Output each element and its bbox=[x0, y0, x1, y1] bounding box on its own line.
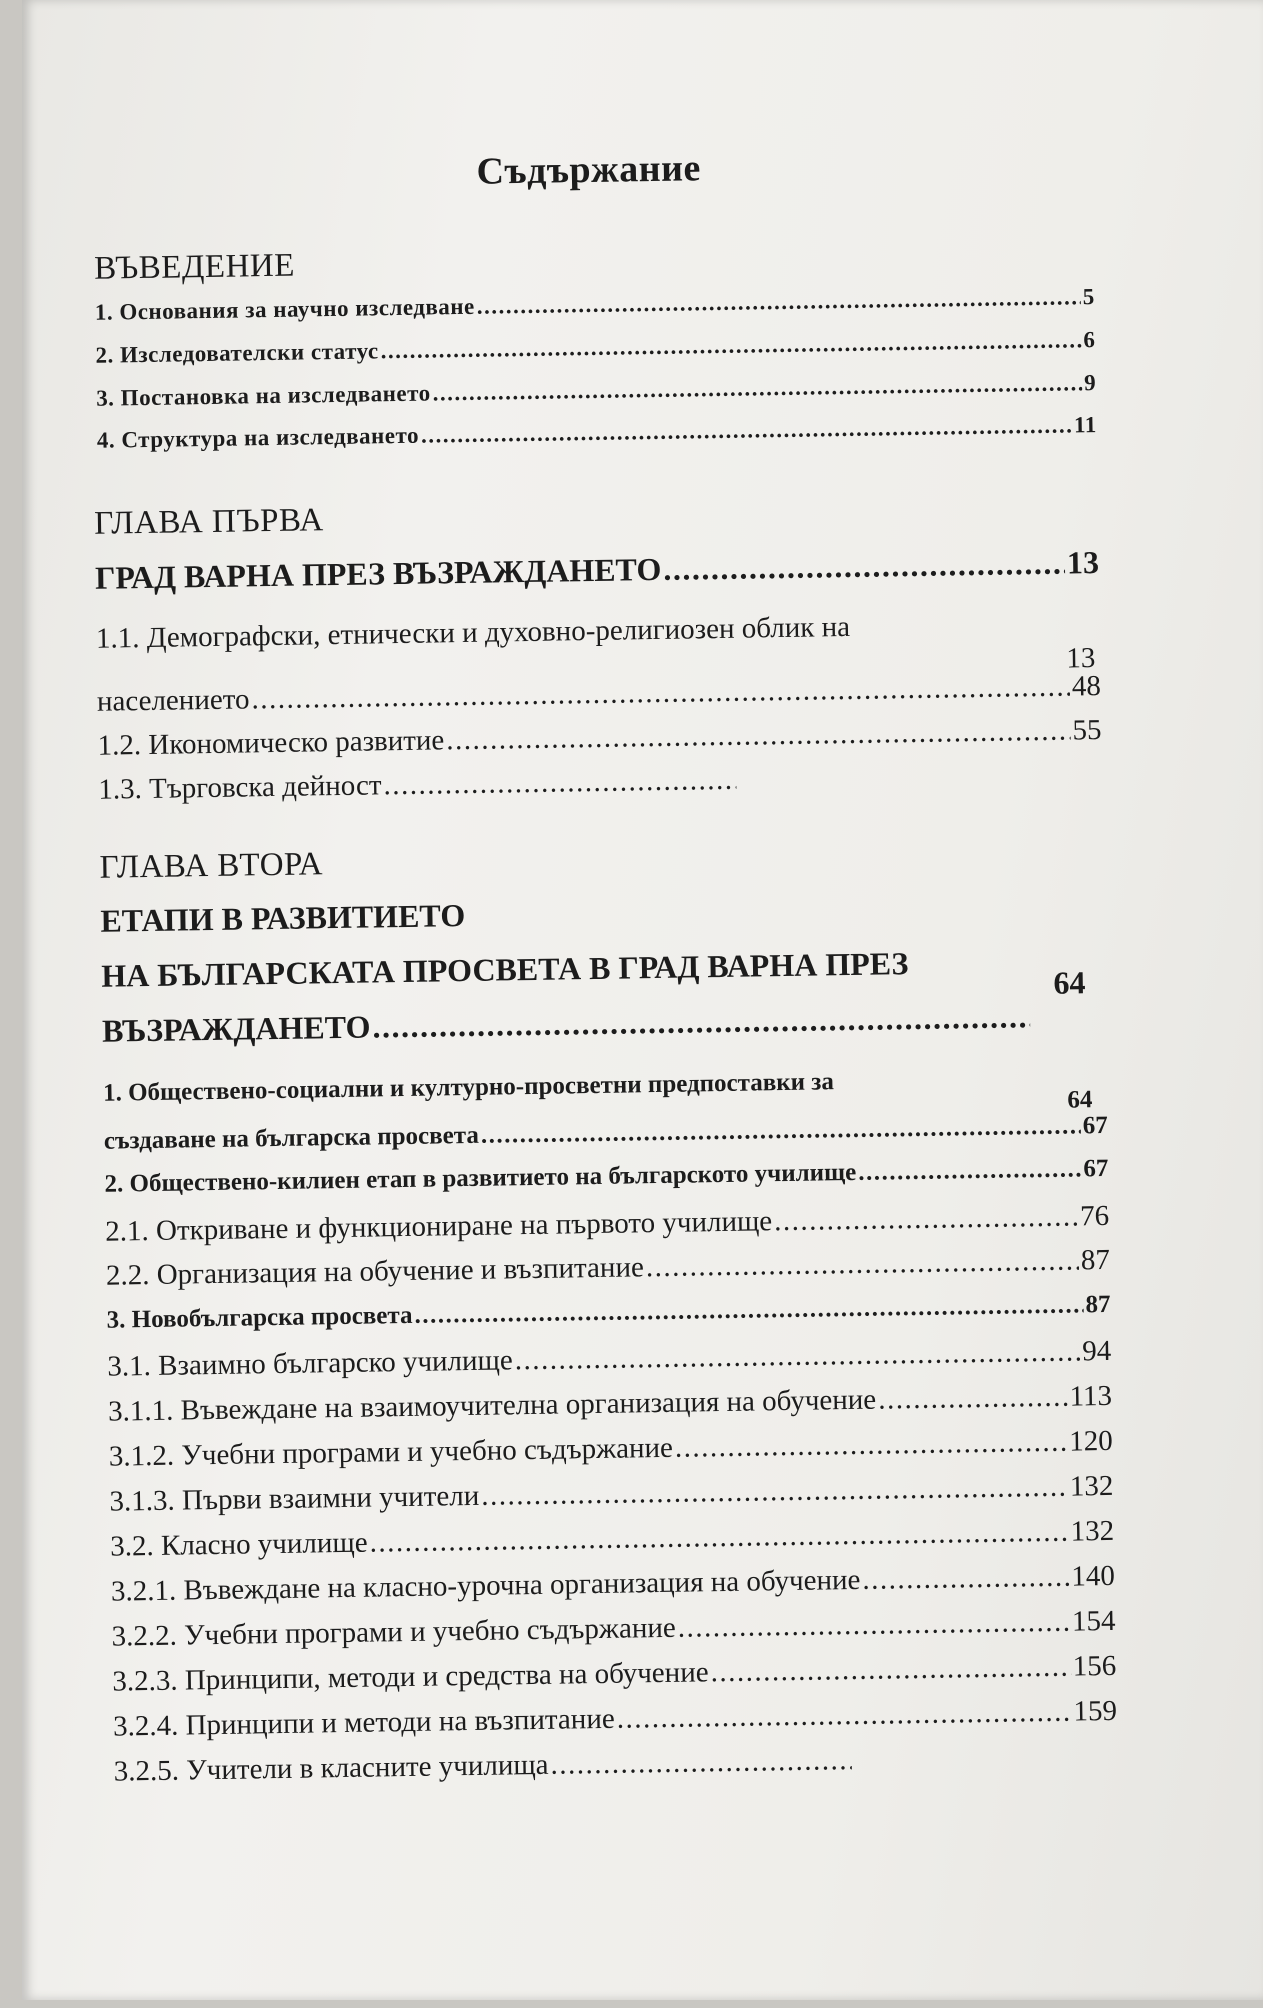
toc-entry-page: 113 bbox=[1069, 1379, 1113, 1413]
toc-entry-label: 3.2. Класно училище bbox=[109, 1526, 368, 1563]
toc-entry bbox=[108, 1380, 1112, 1429]
dot-leader bbox=[432, 370, 1082, 406]
toc-entry bbox=[97, 670, 1101, 719]
dot-leader bbox=[858, 1155, 1082, 1187]
toc-entry-label: 1. Основания за научно изследване bbox=[94, 293, 475, 325]
dot-leader bbox=[878, 1381, 1068, 1417]
toc-entry-label: 3.2.4. Принципи и методи на възпитание bbox=[112, 1702, 615, 1743]
toc-entry-label: 4. Структура на изследването bbox=[96, 422, 420, 453]
toc-entry-page: 76 bbox=[1079, 1199, 1110, 1233]
book-page bbox=[22, 0, 1263, 2000]
toc-entry bbox=[106, 1244, 1110, 1293]
table-of-contents bbox=[78, 0, 1125, 2008]
toc-entry-label: 3. Новобългарска просвета bbox=[106, 1301, 413, 1334]
toc-entry-page: 48 bbox=[1071, 669, 1102, 703]
toc-entry-page: 140 bbox=[1071, 1559, 1116, 1593]
dot-leader bbox=[710, 1651, 1071, 1690]
chapter2-title-line3: ВЪЗРАЖДАНЕТО bbox=[101, 1008, 371, 1049]
toc-entry-label: населението bbox=[96, 683, 250, 718]
toc-entry-label: 3.2.3. Принципи, методи и средства на обучение bbox=[112, 1656, 709, 1698]
toc-entry-page: 87 bbox=[1080, 1243, 1111, 1277]
toc-entry-label: 3. Постановка на изследването bbox=[95, 380, 431, 411]
toc-entry bbox=[107, 1335, 1111, 1384]
toc-entry bbox=[111, 1560, 1115, 1609]
toc-entry bbox=[110, 1515, 1114, 1564]
toc-entry-page: 159 bbox=[1073, 1694, 1118, 1728]
dot-leader bbox=[383, 764, 736, 803]
toc-entry-page: 64 bbox=[1053, 964, 1086, 1001]
dot-leader bbox=[663, 545, 1065, 588]
toc-entry-page: 5 bbox=[1082, 284, 1095, 310]
dot-leader bbox=[421, 412, 1072, 448]
page-title: Съдържание bbox=[476, 147, 702, 193]
chapter2-title-line2: НА БЪЛГАРСКАТА ПРОСВЕТА В ГРАД ВАРНА ПРЕЗ bbox=[100, 945, 909, 994]
toc-entry bbox=[106, 1291, 1110, 1335]
toc-entry bbox=[96, 370, 1096, 412]
dot-leader bbox=[862, 1561, 1069, 1597]
toc-entry-label: 2. Обществено-килиен етап в развитието на българското училище bbox=[104, 1158, 857, 1198]
chapter1-title-entry bbox=[95, 544, 1099, 597]
toc-entry bbox=[104, 1112, 1108, 1156]
dot-leader bbox=[372, 998, 1030, 1045]
chapter1-heading: ГЛАВА ПЪРВА bbox=[93, 502, 324, 542]
toc-entry-label: 1. Обществено-социални и културно-просветни предпоставки за bbox=[102, 1068, 835, 1107]
toc-entry bbox=[98, 764, 738, 807]
toc-entry-page: 6 bbox=[1083, 327, 1096, 353]
toc-entry-page: 55 bbox=[1072, 713, 1102, 747]
dot-leader bbox=[380, 327, 1081, 364]
dot-leader bbox=[774, 1200, 1079, 1238]
toc-entry-page: 156 bbox=[1072, 1649, 1117, 1683]
toc-entry bbox=[109, 1425, 1113, 1474]
intro-heading: ВЪВЕДЕНИЕ bbox=[93, 247, 296, 287]
toc-entry-page: 67 bbox=[1083, 1154, 1109, 1183]
toc-entry bbox=[113, 1695, 1117, 1744]
dot-leader bbox=[414, 1291, 1083, 1330]
toc-entry-label: 1.1. Демографски, етнически и духовно-религиозен облик на bbox=[95, 610, 851, 655]
toc-entry bbox=[97, 412, 1097, 454]
toc-entry bbox=[104, 1155, 1108, 1199]
toc-entry-page: 64 bbox=[1067, 1086, 1093, 1114]
dot-leader bbox=[514, 1335, 1080, 1377]
toc-entry-page: 94 bbox=[1082, 1334, 1112, 1368]
chapter1-title: ГРАД ВАРНА ПРЕЗ ВЪЗРАЖДАНЕТО bbox=[94, 550, 662, 596]
toc-entry-label: 3.1.3. Първи взаимни учители bbox=[109, 1479, 480, 1518]
toc-entry-page: 67 bbox=[1082, 1111, 1108, 1140]
toc-entry-page: 120 bbox=[1068, 1424, 1113, 1458]
toc-entry bbox=[95, 284, 1095, 326]
toc-entry bbox=[112, 1650, 1116, 1699]
toc-entry-label: 3.2.5. Учители в класните училища bbox=[113, 1748, 549, 1788]
toc-entry-page: 13 bbox=[1066, 642, 1096, 675]
dot-leader bbox=[616, 1696, 1071, 1736]
toc-entry-label: 2.1. Откриване и функциониране на първото училище bbox=[105, 1205, 773, 1248]
dot-leader bbox=[646, 1244, 1080, 1284]
toc-entry-label: 3.1.1. Въвеждане на взаимоучителна организация на обучение bbox=[107, 1383, 877, 1428]
dot-leader bbox=[446, 714, 1071, 757]
dot-leader bbox=[251, 670, 1070, 716]
toc-entry-page: 9 bbox=[1083, 370, 1097, 396]
chapter2-heading: ГЛАВА ВТОРА bbox=[99, 846, 324, 886]
toc-entry-label: 3.2.1. Въвеждане на класно-урочна организация на обучение bbox=[110, 1563, 861, 1608]
toc-entry-page: 11 bbox=[1073, 412, 1097, 438]
toc-entry bbox=[97, 714, 1101, 763]
dot-leader bbox=[369, 1516, 1069, 1560]
toc-entry-page: 154 bbox=[1071, 1604, 1116, 1638]
dot-leader bbox=[481, 1112, 1081, 1149]
chapter2-title-line1: ЕТАПИ В РАЗВИТИЕТО bbox=[100, 897, 466, 939]
toc-entry bbox=[109, 1470, 1113, 1519]
toc-entry-label: 2.2. Организация на обучение и възпитание bbox=[105, 1251, 645, 1292]
toc-entry-label: 3.2.2. Учебни програми и учебно съдържание bbox=[111, 1611, 676, 1653]
toc-entry-label: 1.3. Търговска дейност bbox=[98, 769, 382, 806]
dot-leader bbox=[675, 1426, 1068, 1465]
dot-leader bbox=[550, 1744, 852, 1782]
dot-leader bbox=[477, 284, 1081, 319]
toc-entry-page: 13 bbox=[1066, 544, 1100, 581]
toc-entry-label: 2. Изследователски статус bbox=[95, 338, 379, 368]
toc-entry-page: 87 bbox=[1085, 1290, 1111, 1319]
toc-entry-label: създаване на българска просвета bbox=[103, 1121, 480, 1155]
toc-entry-label: 3.1.2. Учебни програми и учебно съдържание bbox=[108, 1431, 674, 1473]
toc-entry-label: 3.1. Взаимно българско училище bbox=[107, 1344, 513, 1383]
toc-entry bbox=[111, 1605, 1115, 1654]
toc-entry bbox=[105, 1200, 1109, 1249]
toc-entry bbox=[95, 327, 1095, 369]
chapter2-title-line3-entry bbox=[102, 998, 1032, 1050]
dot-leader bbox=[677, 1606, 1070, 1645]
toc-entry bbox=[114, 1744, 854, 1789]
dot-leader bbox=[481, 1471, 1068, 1513]
toc-entry-label: 1.2. Икономическо развитие bbox=[97, 724, 445, 762]
toc-entry-page: 132 bbox=[1069, 1469, 1114, 1503]
toc-entry-page: 132 bbox=[1070, 1514, 1115, 1548]
